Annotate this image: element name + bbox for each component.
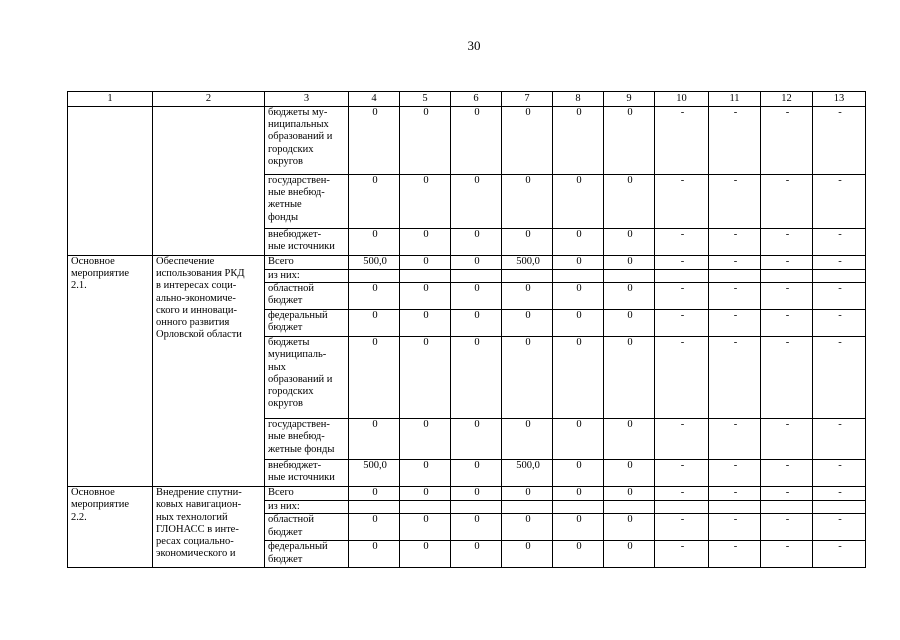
value-cell: -: [655, 175, 709, 229]
event-cell: Основное мероприятие 2.1.: [68, 256, 153, 487]
value-cell: [604, 501, 655, 514]
value-cell: -: [813, 310, 866, 337]
value-cell: 0: [451, 337, 502, 419]
event-name-cell: [153, 107, 265, 256]
value-cell: 0: [400, 229, 451, 256]
value-cell: 0: [502, 107, 553, 175]
value-cell: 0: [349, 283, 400, 310]
value-cell: 0: [400, 460, 451, 487]
value-cell: [451, 270, 502, 283]
funding-source-cell: федеральный бюджет: [265, 541, 349, 568]
value-cell: 0: [604, 229, 655, 256]
value-cell: 0: [502, 541, 553, 568]
value-cell: 0: [553, 107, 604, 175]
value-cell: [400, 270, 451, 283]
value-cell: -: [655, 283, 709, 310]
value-cell: 0: [451, 256, 502, 270]
value-cell: 0: [400, 487, 451, 501]
value-cell: -: [761, 229, 813, 256]
value-cell: [813, 270, 866, 283]
value-cell: -: [709, 337, 761, 419]
value-cell: 0: [349, 310, 400, 337]
funding-source-cell: внебюджет- ные источники: [265, 460, 349, 487]
value-cell: 0: [349, 107, 400, 175]
table-row: [68, 256, 866, 270]
value-cell: 0: [349, 419, 400, 460]
value-cell: 0: [502, 419, 553, 460]
value-cell: -: [761, 514, 813, 541]
funding-source-cell: бюджеты му- ниципальных образований и городских округов: [265, 107, 349, 175]
funding-source-cell: федеральный бюджет: [265, 310, 349, 337]
value-cell: 0: [451, 229, 502, 256]
funding-source-cell: государствен- ные внебюд- жетные фонды: [265, 419, 349, 460]
value-cell: -: [655, 337, 709, 419]
value-cell: 500,0: [349, 256, 400, 270]
value-cell: -: [655, 514, 709, 541]
value-cell: -: [709, 283, 761, 310]
value-cell: -: [655, 419, 709, 460]
value-cell: -: [709, 514, 761, 541]
value-cell: -: [761, 283, 813, 310]
value-cell: 0: [502, 175, 553, 229]
value-cell: 0: [553, 419, 604, 460]
value-cell: [553, 501, 604, 514]
value-cell: -: [813, 541, 866, 568]
value-cell: -: [655, 229, 709, 256]
value-cell: -: [655, 487, 709, 501]
value-cell: 0: [604, 175, 655, 229]
value-cell: 0: [400, 419, 451, 460]
funding-source-cell: Всего: [265, 487, 349, 501]
value-cell: -: [655, 256, 709, 270]
value-cell: 0: [451, 175, 502, 229]
value-cell: [349, 270, 400, 283]
value-cell: 0: [604, 283, 655, 310]
header-cell: 2: [153, 92, 265, 107]
value-cell: 0: [553, 229, 604, 256]
value-cell: -: [709, 487, 761, 501]
header-cell: 3: [265, 92, 349, 107]
value-cell: -: [813, 283, 866, 310]
value-cell: -: [761, 310, 813, 337]
funding-source-cell: государствен- ные внебюд- жетные фонды: [265, 175, 349, 229]
header-cell: 13: [813, 92, 866, 107]
value-cell: -: [813, 419, 866, 460]
header-row: [68, 92, 866, 107]
value-cell: -: [813, 514, 866, 541]
value-cell: [709, 270, 761, 283]
value-cell: -: [813, 229, 866, 256]
value-cell: 500,0: [502, 256, 553, 270]
header-cell: 8: [553, 92, 604, 107]
value-cell: 0: [553, 514, 604, 541]
value-cell: 0: [553, 283, 604, 310]
value-cell: 0: [553, 175, 604, 229]
value-cell: -: [655, 310, 709, 337]
table-row: [68, 107, 866, 175]
value-cell: 0: [502, 229, 553, 256]
value-cell: 0: [400, 107, 451, 175]
value-cell: 0: [451, 541, 502, 568]
value-cell: 0: [451, 107, 502, 175]
value-cell: -: [655, 107, 709, 175]
event-cell: Основное мероприятие 2.2.: [68, 487, 153, 568]
header-cell: 5: [400, 92, 451, 107]
value-cell: 0: [400, 283, 451, 310]
value-cell: 0: [349, 229, 400, 256]
value-cell: -: [813, 256, 866, 270]
header-cell: 9: [604, 92, 655, 107]
value-cell: 0: [604, 460, 655, 487]
header-cell: 11: [709, 92, 761, 107]
header-cell: 1: [68, 92, 153, 107]
value-cell: 0: [604, 337, 655, 419]
value-cell: 500,0: [502, 460, 553, 487]
value-cell: [400, 501, 451, 514]
event-cell: [68, 107, 153, 256]
value-cell: 0: [451, 419, 502, 460]
value-cell: -: [761, 175, 813, 229]
value-cell: 0: [349, 514, 400, 541]
value-cell: 0: [502, 283, 553, 310]
value-cell: 0: [604, 541, 655, 568]
value-cell: 0: [604, 310, 655, 337]
value-cell: [502, 501, 553, 514]
value-cell: -: [761, 541, 813, 568]
funding-source-cell: внебюджет- ные источники: [265, 229, 349, 256]
value-cell: 0: [400, 514, 451, 541]
value-cell: -: [709, 310, 761, 337]
value-cell: 0: [349, 337, 400, 419]
value-cell: -: [709, 460, 761, 487]
value-cell: -: [655, 460, 709, 487]
value-cell: [451, 501, 502, 514]
value-cell: -: [761, 256, 813, 270]
value-cell: 0: [349, 175, 400, 229]
value-cell: 0: [349, 487, 400, 501]
value-cell: -: [813, 107, 866, 175]
table-row: [68, 487, 866, 501]
value-cell: [761, 270, 813, 283]
value-cell: -: [709, 175, 761, 229]
value-cell: -: [655, 541, 709, 568]
value-cell: 0: [553, 487, 604, 501]
funding-source-cell: Всего: [265, 256, 349, 270]
value-cell: -: [709, 256, 761, 270]
value-cell: -: [709, 229, 761, 256]
value-cell: 0: [400, 337, 451, 419]
value-cell: 0: [400, 310, 451, 337]
value-cell: -: [813, 175, 866, 229]
value-cell: 0: [604, 107, 655, 175]
value-cell: 0: [604, 514, 655, 541]
value-cell: 0: [451, 487, 502, 501]
value-cell: [655, 270, 709, 283]
value-cell: [553, 270, 604, 283]
value-cell: -: [709, 541, 761, 568]
event-name-cell: Обеспечение использования РКД в интересах соци- ально-экономиче- ского и инноваци- онного развития Орловской области: [153, 256, 265, 487]
value-cell: 0: [553, 310, 604, 337]
funding-source-cell: областной бюджет: [265, 283, 349, 310]
value-cell: 0: [349, 541, 400, 568]
funding-source-cell: бюджеты муниципаль- ных образований и городских округов: [265, 337, 349, 419]
value-cell: [709, 501, 761, 514]
value-cell: 0: [604, 487, 655, 501]
funding-source-cell: из них:: [265, 501, 349, 514]
value-cell: -: [761, 460, 813, 487]
value-cell: [349, 501, 400, 514]
value-cell: 0: [502, 310, 553, 337]
value-cell: 0: [400, 256, 451, 270]
value-cell: 0: [502, 337, 553, 419]
value-cell: [761, 501, 813, 514]
header-cell: 10: [655, 92, 709, 107]
value-cell: 0: [553, 541, 604, 568]
value-cell: -: [709, 419, 761, 460]
value-cell: -: [761, 487, 813, 501]
value-cell: -: [813, 337, 866, 419]
value-cell: 0: [451, 310, 502, 337]
value-cell: -: [813, 460, 866, 487]
value-cell: 0: [553, 337, 604, 419]
value-cell: [813, 501, 866, 514]
value-cell: -: [761, 337, 813, 419]
value-cell: -: [709, 107, 761, 175]
value-cell: 0: [502, 514, 553, 541]
value-cell: -: [813, 487, 866, 501]
value-cell: -: [761, 419, 813, 460]
value-cell: 0: [553, 460, 604, 487]
event-name-cell: Внедрение спутни- ковых навигацион- ных технологий ГЛОНАСС в инте- ресах социально- экономического и: [153, 487, 265, 568]
value-cell: 0: [553, 256, 604, 270]
value-cell: 0: [604, 419, 655, 460]
funding-source-cell: областной бюджет: [265, 514, 349, 541]
header-cell: 12: [761, 92, 813, 107]
value-cell: 0: [451, 460, 502, 487]
header-cell: 7: [502, 92, 553, 107]
header-cell: 4: [349, 92, 400, 107]
value-cell: -: [761, 107, 813, 175]
value-cell: 0: [451, 283, 502, 310]
budget-table: [67, 91, 866, 568]
value-cell: [604, 270, 655, 283]
value-cell: [502, 270, 553, 283]
value-cell: 0: [400, 541, 451, 568]
value-cell: 500,0: [349, 460, 400, 487]
funding-source-cell: из них:: [265, 270, 349, 283]
header-cell: 6: [451, 92, 502, 107]
value-cell: 0: [451, 514, 502, 541]
value-cell: [655, 501, 709, 514]
value-cell: 0: [604, 256, 655, 270]
value-cell: 0: [400, 175, 451, 229]
page-number: 30: [467, 38, 481, 53]
value-cell: 0: [502, 487, 553, 501]
